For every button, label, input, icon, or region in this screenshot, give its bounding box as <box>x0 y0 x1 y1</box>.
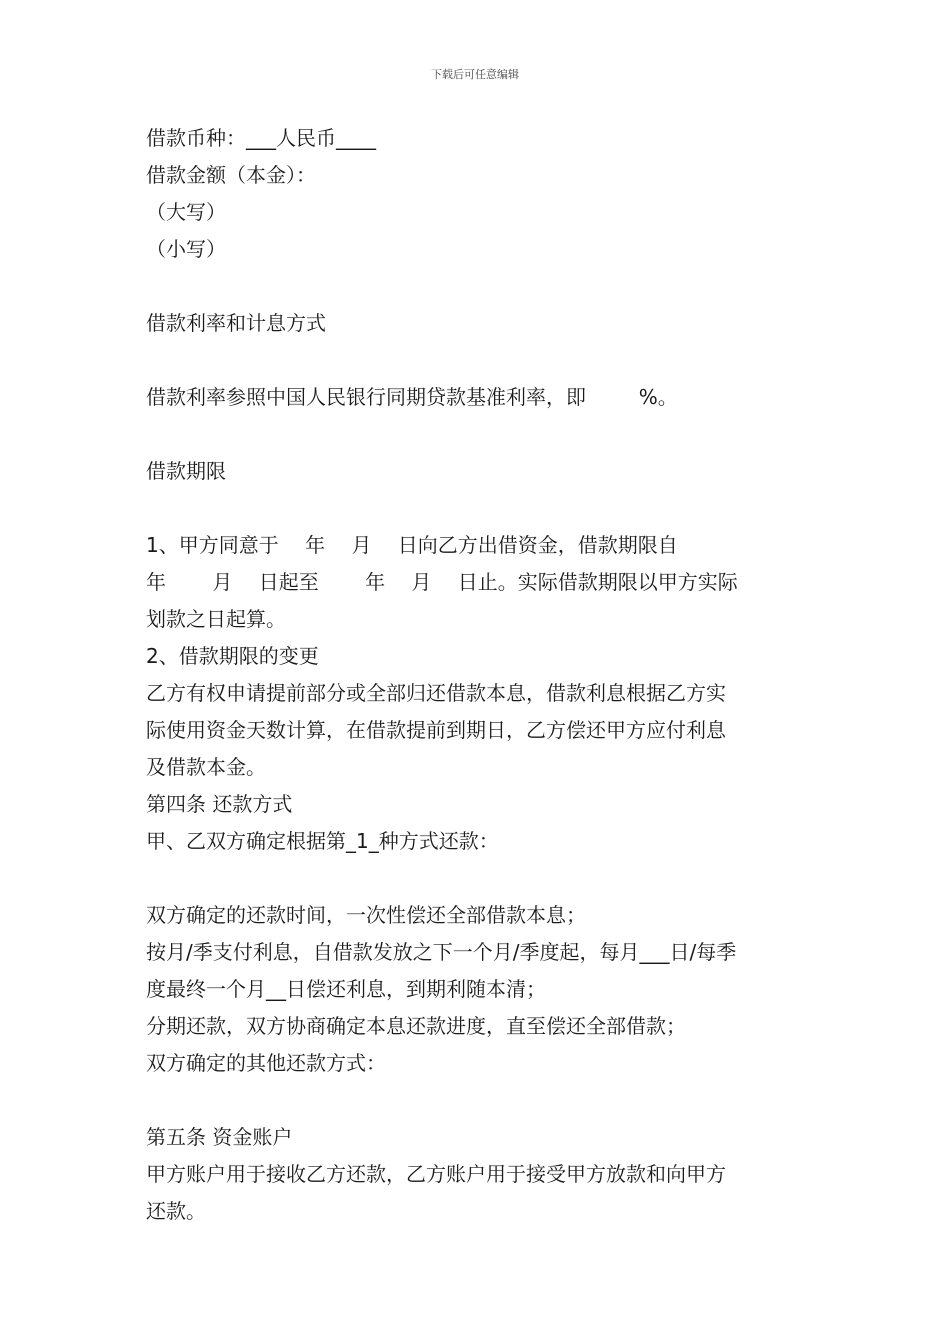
blank-line <box>146 860 816 897</box>
document-body <box>146 120 816 1230</box>
text-line: 乙方有权申请提前部分或全部归还借款本息，借款利息根据乙方实 <box>146 681 726 705</box>
text-line: 及借款本金。 <box>146 755 266 779</box>
text-line: 借款利率参照中国人民银行同期贷款基准利率，即 %。 <box>146 385 678 409</box>
section-heading: 借款利率和计息方式 <box>146 311 326 335</box>
blank-line <box>146 416 816 453</box>
text-line: 借款金额（本金）： <box>146 163 316 187</box>
text-line: 1、甲方同意于 年 月 日向乙方出借资金，借款期限自 <box>146 533 678 557</box>
blank-line <box>146 342 816 379</box>
text-line: 甲方账户用于接收乙方还款，乙方账户用于接受甲方放款和向甲方 <box>146 1162 726 1186</box>
text-line: 划款之日起算。 <box>146 607 286 631</box>
section-heading: 借款期限 <box>146 459 226 483</box>
text-line: （大写） <box>146 200 226 224</box>
page-header-note: 下载后可任意编辑 <box>431 68 519 81</box>
text-line: 分期还款，双方协商确定本息还款进度，直至偿还全部借款； <box>146 1014 686 1038</box>
text-line: 借款币种：___人民币____ <box>146 126 376 150</box>
text-line: 双方确定的其他还款方式： <box>146 1051 386 1075</box>
blank-line <box>146 490 816 527</box>
section-heading: 第五条 资金账户 <box>146 1125 293 1149</box>
blank-line <box>146 268 816 305</box>
text-line: （小写） <box>146 237 226 261</box>
text-line: 双方确定的还款时间，一次性偿还全部借款本息； <box>146 903 586 927</box>
text-line: 际使用资金天数计算，在借款提前到期日，乙方偿还甲方应付利息 <box>146 718 726 742</box>
section-heading: 第四条 还款方式 <box>146 792 293 816</box>
text-line: 度最终一个月__日偿还利息，到期利随本清； <box>146 977 546 1001</box>
text-line: 甲、乙双方确定根据第_1_种方式还款： <box>146 829 499 853</box>
text-line: 年 月 日起至 年 月 日止。实际借款期限以甲方实际 <box>146 570 738 594</box>
blank-line <box>146 1082 816 1119</box>
text-line: 2、借款期限的变更 <box>146 644 319 668</box>
text-line: 还款。 <box>146 1199 206 1223</box>
text-line: 按月/季支付利息，自借款发放之下一个月/季度起，每月___日/每季 <box>146 940 737 964</box>
